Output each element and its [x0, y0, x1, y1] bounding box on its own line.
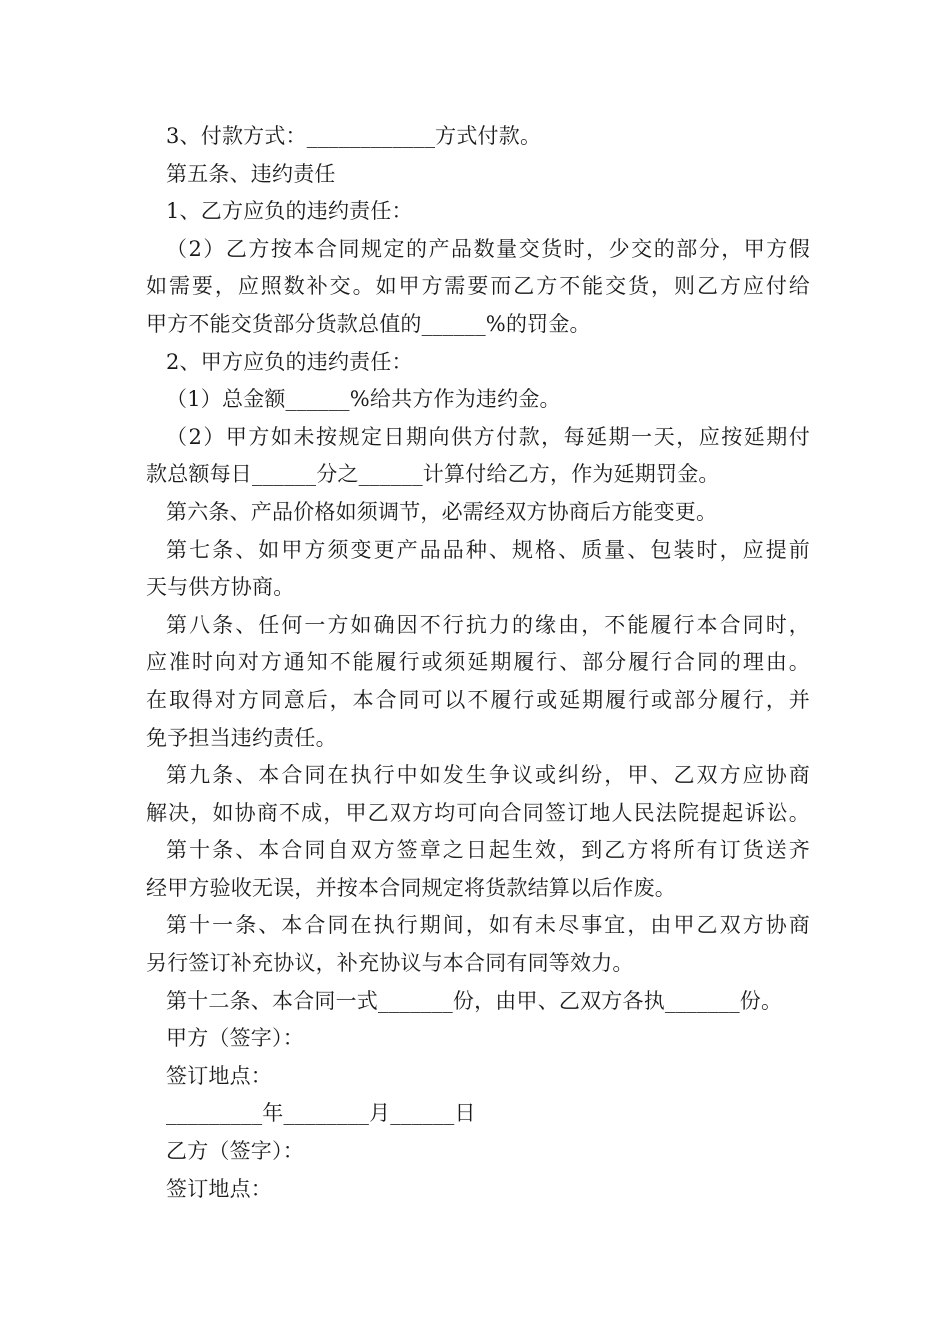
- article-10-line-1: 第十条、本合同自双方签章之日起生效，到乙方将所有订货送齐: [166, 838, 810, 863]
- article-8-line-4: 免予担当违约责任。: [146, 725, 337, 750]
- signing-date: _________年________月______日: [166, 1101, 476, 1126]
- party-a-liability-item-2-line-1: （2）甲方如未按规定日期向供方付款，每延期一天，应按延期付: [166, 424, 810, 449]
- article-7-line-1: 第七条、如甲方须变更产品品种、规格、质量、包装时，应提前: [166, 537, 810, 562]
- article-9-line-1: 第九条、本合同在执行中如发生争议或纠纷，甲、乙双方应协商: [166, 763, 810, 788]
- article-11-line-1: 第十一条、本合同在执行期间，如有未尽事宜，由甲乙双方协商: [166, 913, 810, 938]
- party-a-liability-item-2-line-2: 款总额每日______分之______计算付给乙方，作为延期罚金。: [146, 462, 720, 487]
- party-a-signature: 甲方（签字）：: [166, 1026, 304, 1051]
- party-a-liability-item-1: （1）总金额______%给共方作为违约金。: [166, 387, 561, 412]
- party-a-liability-heading: 2、甲方应负的违约责任：: [166, 349, 413, 374]
- article-9-line-2: 解决，如协商不成，甲乙双方均可向合同签订地人民法院提起诉讼。: [146, 800, 810, 825]
- article-7-line-2: 天与供方协商。: [146, 575, 295, 600]
- party-b-liability-text-3: 甲方不能交货部分货款总值的______%的罚金。: [146, 311, 591, 336]
- article-10-line-2: 经甲方验收无误，并按本合同规定将货款结算以后作废。: [146, 875, 676, 900]
- payment-method-line: 3、付款方式：____________方式付款。: [166, 124, 542, 148]
- party-b-liability-heading: 1、乙方应负的违约责任：: [166, 199, 413, 224]
- party-b-liability-text-1: （2）乙方按本合同规定的产品数量交货时，少交的部分，甲方假: [166, 236, 810, 261]
- article-11-line-2: 另行签订补充协议，补充协议与本合同有同等效力。: [146, 951, 634, 976]
- article-8-line-2: 应准时向对方通知不能履行或须延期履行、部分履行合同的理由。: [146, 650, 810, 675]
- contract-page: [146, 118, 810, 1208]
- party-b-signing-place: 签订地点：: [166, 1176, 272, 1201]
- article-8-line-3: 在取得对方同意后，本合同可以不履行或延期履行或部分履行，并: [146, 687, 810, 712]
- party-b-liability-text-2: 如需要，应照数补交。如甲方需要而乙方不能交货，则乙方应付给: [146, 274, 810, 299]
- party-a-signing-place: 签订地点：: [166, 1063, 272, 1088]
- article-6: 第六条、产品价格如须调节，必需经双方协商后方能变更。: [166, 499, 718, 524]
- article-8-line-1: 第八条、任何一方如确因不行抗力的缘由，不能履行本合同时，: [166, 612, 810, 637]
- party-b-signature: 乙方（签字）：: [166, 1139, 304, 1164]
- article-12: 第十二条、本合同一式_______份，由甲、乙双方各执_______份。: [166, 988, 783, 1013]
- article-5-heading: 第五条、违约责任: [166, 161, 336, 186]
